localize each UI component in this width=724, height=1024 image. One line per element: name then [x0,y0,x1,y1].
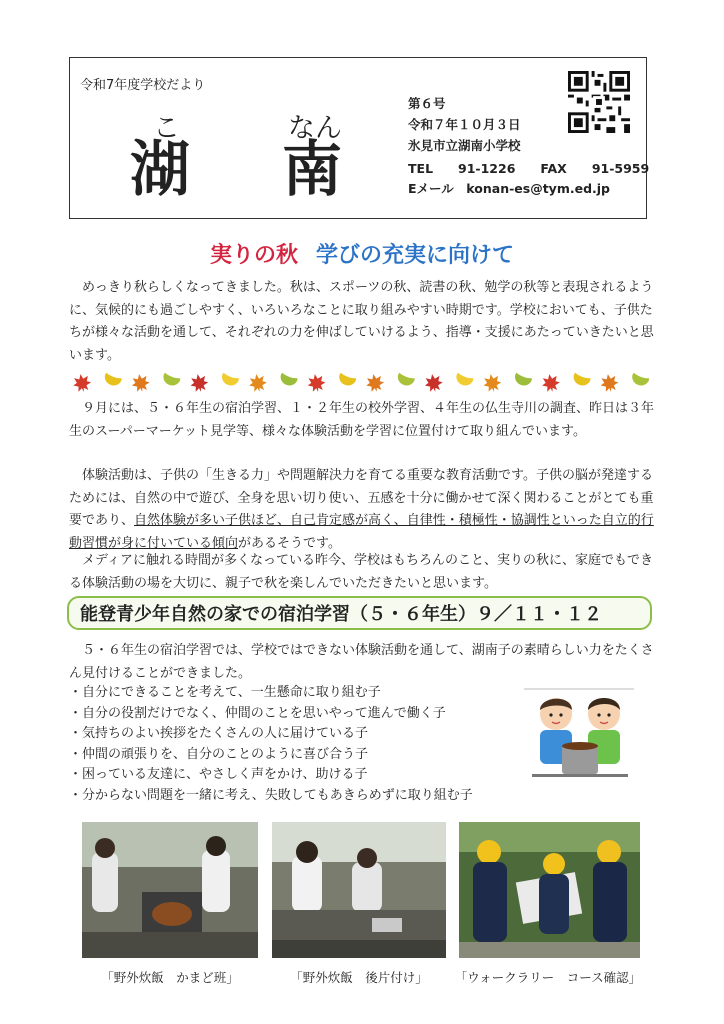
maple-leaf-icon [482,373,503,394]
ginkgo-leaf-icon [570,373,591,393]
list-item: ・自分にできることを考えて、一生懸命に取り組む子 [69,685,381,700]
maple-leaf-icon [247,373,268,394]
maple-leaf-icon [306,373,327,394]
photo-caption: 「ウォークラリー コース確認」 [454,970,642,985]
masthead-title-char-1: 湖 [130,135,190,205]
experience-text-1: 体験活動は、子供の「生きる力」や問題解決力を育てる重要な教育活動です。子供の脳が発達するためには、自然の中で遊び、全身を思い切り使い、五感を十分に働かせて深く関わることがとても重要であり、 [69,468,654,528]
maple-leaf-icon [189,373,210,394]
photo-caption: 「野外炊飯 かまど班」 [101,970,239,985]
photo-walk-rally [459,822,640,958]
list-item: ・自分の役割だけでなく、仲間のことを思いやって進んで働く子 [69,705,446,721]
list-item: ・仲間の頑張りを、自分のことのように喜び合う子 [69,746,369,762]
headline-part-2: 学びの充実に向けて [316,243,515,268]
ginkgo-leaf-icon [277,373,298,393]
cooking-children-illustration [524,680,634,780]
issue-date: 令和７年１０月３日 [408,117,521,132]
photo-cooking-stove [82,822,258,958]
section-intro: ５・６年生の宿泊学習では、学校ではできない体験活動を通して、湖南子の素晴らしい力をたくさん見付けることができました。 [69,643,654,681]
qr-code-icon [568,71,630,133]
goals-list [69,683,473,806]
ginkgo-leaf-icon [452,373,473,393]
list-item: ・気持ちのよい挨拶をたくさんの人に届けている子 [69,726,369,741]
intro-paragraph: めっきり秋らしくなってきました。秋は、スポーツの秋、読書の秋、勉学の秋等と表現されるように、気候的にも過ごしやすく、いろいろなことに取り組みやすい時期です。学校においても、子供たちが様々な活動を通して、それぞれの力を伸ばしていけるよう、指導・支援にあたっていきたいと思います。 [69,280,654,363]
experience-text-2: があるそうです。 [238,535,341,551]
section-title: 能登青少年自然の家での宿泊学習（５・６年生）９／１１・１２ [80,604,602,625]
maple-leaf-icon [365,373,386,394]
headline-part-1: 実りの秋 [209,243,298,268]
maple-leaf-icon [130,373,151,394]
furigana-nan: なん [288,113,342,144]
headline [0,238,724,269]
masthead-title-char-2: 南 [282,135,342,205]
maple-leaf-icon [599,373,620,394]
photo-cleanup [272,822,446,958]
list-item: ・分からない問題を一緒に考え、失敗してもあきらめずに取り組む子 [69,787,473,803]
ginkgo-leaf-icon [159,373,180,393]
email-address: Eメール konan-es@tym.ed.jp [408,181,610,196]
newsletter-series: 令和7年度学校だより [80,78,206,93]
activities-paragraph: ９月には、５・６年生の宿泊学習、１・２年生の校外学習、４年生の仏生寺川の調査、昨日は３年生のスーパーマーケット見学等、様々な体験活動を学習に位置付けて取り組んでいます。 [69,401,655,439]
list-item: ・困っている友達に、やさしく声をかけ、助ける子 [69,767,368,782]
media-paragraph: メディアに触れる時間が多くなっている昨今、学校はもちろんのこと、実りの秋に、家庭でもできる体験活動の場を大切に、親子で秋を楽しんでいただきたいと思います。 [69,553,653,591]
issue-number: 第６号 [408,96,446,111]
ginkgo-leaf-icon [101,373,122,393]
maple-leaf-icon [423,373,444,394]
maple-leaf-icon [540,373,561,394]
ginkgo-leaf-icon [394,373,415,393]
autumn-leaves-divider [70,372,660,394]
photo-caption: 「野外炊飯 後片付け」 [290,970,428,985]
experience-paragraph [69,465,659,555]
school-name: 氷見市立湖南小学校 [408,138,521,153]
experience-underlined-text: 自然体験が多い子供ほど、自己肯定感が高く、自律性・積極性・協調性といった自立的行動習慣が身に付いている傾向 [69,513,654,551]
phone-fax: TEL 91-1226 FAX 91-5959 [408,161,650,176]
furigana-ko: こ [153,113,180,144]
ginkgo-leaf-icon [335,373,356,393]
ginkgo-leaf-icon [511,373,532,393]
ginkgo-leaf-icon [218,373,239,393]
maple-leaf-icon [72,373,93,394]
ginkgo-leaf-icon [628,373,649,393]
